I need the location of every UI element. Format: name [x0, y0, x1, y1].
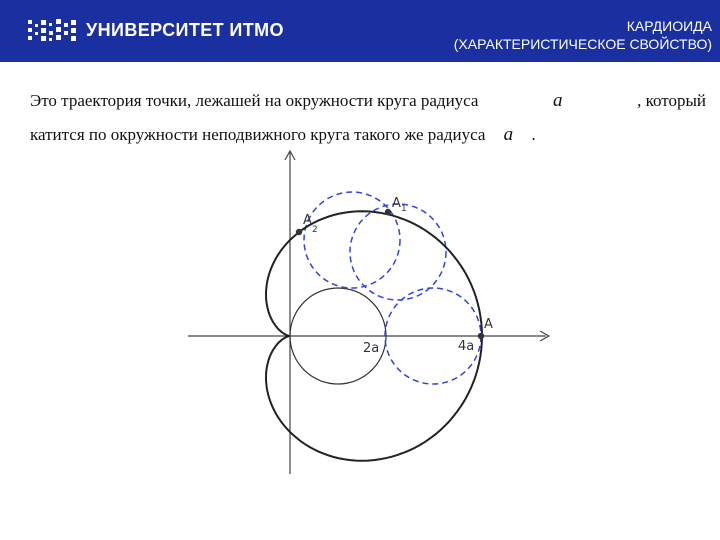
label-point-a1: A	[392, 196, 401, 211]
label-2a: 2a	[363, 341, 380, 356]
slide-title-line2: (ХАРАКТЕРИСТИЧЕСКОЕ СВОЙСТВО)	[453, 36, 712, 52]
label-point-a2-sub: 2	[312, 225, 318, 235]
variable-a: a	[503, 124, 514, 145]
label-point-a: A	[484, 317, 493, 332]
description-line1-start: Это траектория точки, лежашей на окружности круга радиуса	[30, 91, 479, 110]
slide-title-line1: КАРДИОИДА	[626, 18, 712, 34]
point-a	[478, 333, 484, 339]
label-point-a1-sub: 1	[401, 204, 407, 214]
variable-a: a	[553, 90, 563, 111]
description-line1-end: , который	[637, 91, 706, 110]
description-line2-start: катится по окружности неподвижного круга такого же радиуса	[30, 125, 486, 144]
point-a2	[296, 229, 302, 235]
label-point-a2: A	[303, 213, 312, 228]
point-a1	[385, 209, 391, 215]
description-line2-end: .	[531, 125, 536, 144]
brand-name: УНИВЕРСИТЕТ ИТМО	[86, 20, 284, 40]
label-4a: 4a	[458, 339, 475, 354]
